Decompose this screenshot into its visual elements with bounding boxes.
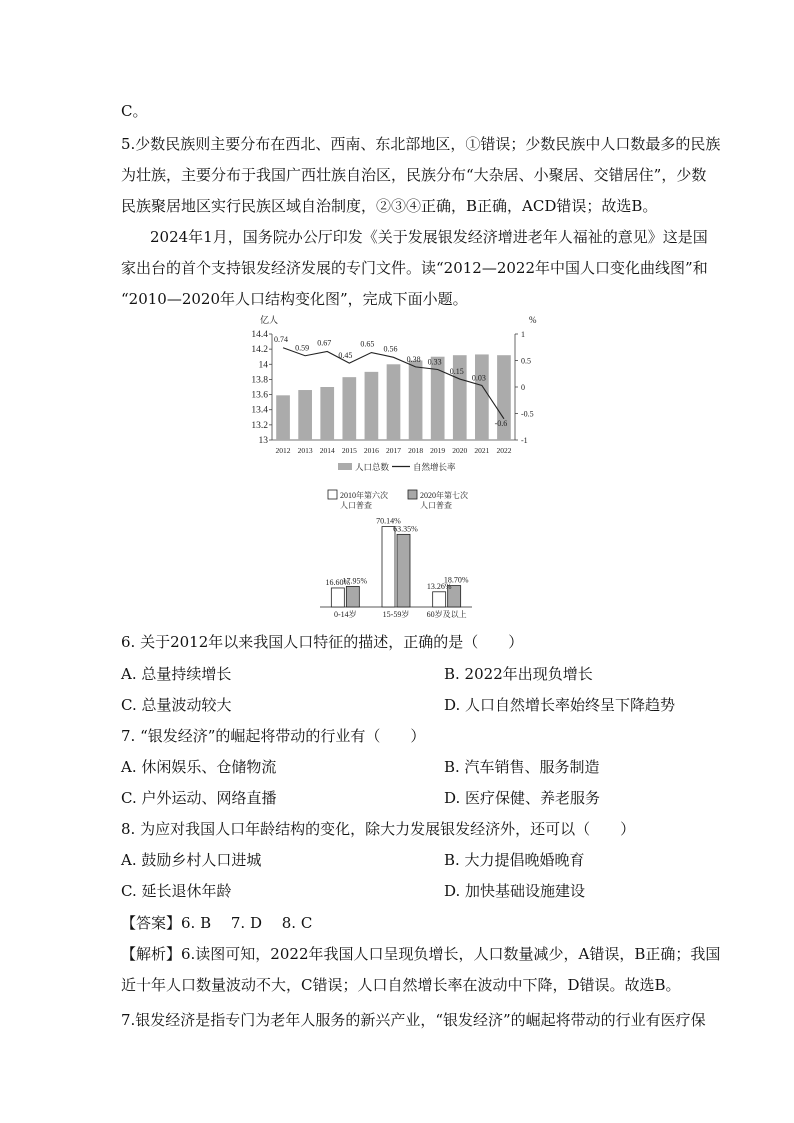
q8-option-a: A. 鼓励乡村人口进城	[121, 851, 262, 869]
x-tick-label: 2021	[474, 446, 490, 455]
age-structure-chart	[300, 484, 500, 624]
legend-swatch-2020	[408, 490, 417, 499]
data-label-2020: 18.70%	[443, 575, 469, 585]
legend-swatch-population	[338, 463, 352, 470]
data-label-2020: 63.35%	[393, 524, 418, 534]
analysis-line: 7.银发经济是指专门为老年人服务的新兴产业，“银发经济”的崛起将带动的行业有医疗保	[121, 1011, 706, 1029]
population-bar	[342, 377, 356, 440]
legend-label-2020: 人口普查	[420, 501, 452, 510]
text-line: 民族聚居地区实行民族区域自治制度，②③④正确，B正确，ACD错误；故选B。	[121, 197, 658, 215]
bar-2010	[331, 588, 344, 607]
q6-option-d: D. 人口自然增长率始终呈下降趋势	[444, 696, 676, 714]
growth-rate-data-label: 0.45	[338, 351, 353, 361]
text-line: 5.少数民族则主要分布在西北、西南、东北部地区，①错误；少数民族中人口数最多的民族	[121, 135, 721, 153]
text-line: C。	[121, 102, 148, 120]
x-tick-label: 2013	[297, 446, 313, 455]
growth-rate-data-label: 0.59	[295, 343, 310, 353]
population-bar	[365, 372, 379, 440]
data-label-2010: 16.60%	[325, 577, 351, 587]
data-label-2020: 17.95%	[342, 576, 368, 586]
population-bar	[409, 361, 423, 441]
growth-rate-data-label: 0.65	[360, 339, 375, 349]
y-left-tick-label: 14.4	[251, 330, 268, 340]
population-bar	[320, 387, 334, 440]
x-tick-label: 0-14岁	[333, 610, 357, 619]
x-tick-label: 60岁及以上	[426, 610, 467, 619]
legend-label-growth: 自然增长率	[413, 462, 456, 472]
y-right-tick-label: 0.5	[521, 356, 531, 366]
x-tick-label: 15-59岁	[382, 610, 410, 619]
x-tick-label: 2020	[452, 446, 468, 455]
population-bar	[387, 364, 401, 440]
y-right-tick-label: -1	[521, 436, 528, 445]
legend-swatch-2010	[328, 490, 337, 499]
y-left-tick-label: 14.2	[251, 345, 268, 356]
bar-2020	[397, 534, 410, 607]
growth-rate-data-label: -0.6	[494, 418, 508, 428]
answer-line: 【答案】6. B 7. D 8. C	[121, 914, 313, 932]
growth-rate-data-label: 0.56	[383, 344, 398, 354]
growth-rate-data-label: 0.38	[406, 354, 421, 364]
text-line: 为壮族，主要分布于我国广西壮族自治区，民族分布“大杂居、小聚居、交错居住”，少数	[121, 166, 707, 184]
q6-option-c: C. 总量波动较大	[121, 696, 232, 714]
text-line: “2010—2020年人口结构变化图”，完成下面小题。	[121, 290, 468, 308]
text-line: 家出台的首个支持银发经济发展的专门文件。读“2012—2022年中国人口变化曲线图”和	[121, 259, 708, 277]
growth-rate-data-label: 0.67	[317, 338, 332, 348]
legend-label-2010: 2010年第六次	[340, 491, 388, 500]
q7-option-b: B. 汽车销售、服务制造	[444, 758, 600, 776]
population-bar	[276, 395, 290, 440]
y-right-tick-label: -0.5	[521, 409, 534, 419]
y-left-tick-label: 13.6	[251, 390, 268, 401]
question-6-stem: 6. 关于2012年以来我国人口特征的描述，正确的是（ ）	[121, 633, 524, 651]
x-tick-label: 2017	[386, 446, 401, 455]
y-left-tick-label: 13.4	[251, 405, 268, 416]
bar-2010	[382, 527, 395, 607]
q8-option-d: D. 加快基础设施建设	[444, 882, 586, 900]
bar-2020	[346, 586, 359, 607]
population-bar	[298, 390, 312, 440]
q7-option-a: A. 休闲娱乐、仓储物流	[121, 758, 277, 776]
x-tick-label: 2014	[319, 446, 335, 455]
q7-option-d: D. 医疗保健、养老服务	[444, 789, 601, 807]
growth-rate-data-label: 0.74	[274, 334, 289, 344]
y-left-unit-label: 亿人	[260, 315, 279, 325]
y-right-tick-label: 1	[521, 330, 525, 339]
q6-option-a: A. 总量持续增长	[121, 665, 232, 683]
x-tick-label: 2015	[341, 446, 357, 455]
x-tick-label: 2019	[430, 446, 446, 455]
y-left-tick-label: 13.8	[251, 375, 268, 386]
legend-label-population: 人口总数	[355, 462, 390, 472]
q8-option-c: C. 延长退休年龄	[121, 882, 232, 900]
analysis-line: 近十年人口数量波动不大，C错误；人口自然增长率在波动中下降，D错误。故选B。	[121, 976, 681, 994]
bar-2010	[433, 592, 446, 607]
text-line: 2024年1月，国务院办公厅印发《关于发展银发经济增进老年人福祉的意见》这是国	[150, 228, 708, 246]
data-label-2010: 13.26%	[426, 581, 452, 591]
x-tick-label: 2016	[363, 446, 379, 455]
x-tick-label: 2022	[496, 446, 512, 455]
analysis-line: 【解析】6.读图可知，2022年我国人口呈现负增长，人口数量减少，A错误，B正确；我国	[121, 945, 721, 963]
growth-rate-data-label: 0.33	[427, 357, 442, 367]
question-8-stem: 8. 为应对我国人口年龄结构的变化，除大力发展银发经济外，还可以（ ）	[121, 820, 636, 838]
data-label-2010: 70.14%	[376, 516, 401, 526]
population-change-chart	[240, 312, 560, 482]
y-left-tick-label: 13.2	[251, 420, 268, 431]
population-bar	[475, 354, 489, 440]
question-7-stem: 7. “银发经济”的崛起将带动的行业有（ ）	[121, 727, 426, 745]
y-right-tick-label: 0	[521, 383, 525, 392]
y-left-tick-label: 14	[258, 360, 268, 371]
y-left-tick-label: 13	[258, 436, 268, 446]
legend-label-2020: 2020年第七次	[420, 491, 468, 500]
q8-option-b: B. 大力提倡晚婚晚育	[444, 851, 585, 869]
y-right-unit-label: %	[529, 315, 537, 325]
x-tick-label: 2018	[408, 446, 424, 455]
growth-rate-data-label: 0.15	[449, 367, 464, 377]
x-tick-label: 2012	[275, 446, 291, 455]
q6-option-b: B. 2022年出现负增长	[444, 665, 593, 683]
growth-rate-data-label: 0.03	[471, 373, 486, 383]
legend-label-2010: 人口普查	[340, 501, 372, 510]
q7-option-c: C. 户外运动、网络直播	[121, 789, 277, 807]
